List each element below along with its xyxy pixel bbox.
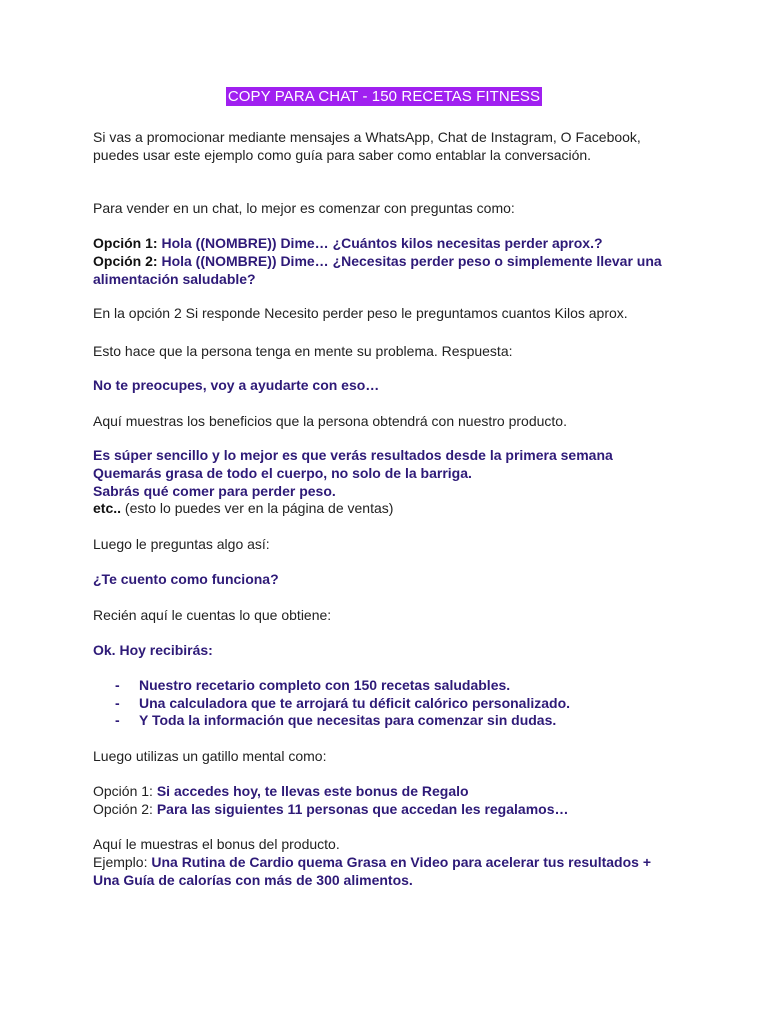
- etc-label: etc..: [93, 500, 122, 516]
- receive-item: Nuestro recetario completo con 150 recetas saludables.: [139, 677, 511, 693]
- then-ask: Luego le preguntas algo así:: [93, 536, 270, 552]
- option-2: [93, 252, 662, 270]
- bullet-dash: -: [115, 695, 120, 711]
- benefit-item: Sabrás qué comer para perder peso.: [93, 483, 336, 499]
- trigger-2-label: Opción 2:: [93, 801, 157, 817]
- option-1: [93, 234, 603, 252]
- receive-item: Una calculadora que te arrojará tu déficit calórico personalizado.: [139, 695, 571, 711]
- problem-note: Esto hace que la persona tenga en mente su problema. Respuesta:: [93, 343, 513, 359]
- example-label: Ejemplo:: [93, 854, 152, 870]
- trigger-1-label: Opción 1:: [93, 783, 157, 799]
- bullet-dash: -: [115, 712, 120, 728]
- example-continuation: Una Guía de calorías con más de 300 alimentos.: [93, 872, 413, 888]
- then-tell: Recién aquí le cuentas lo que obtiene:: [93, 607, 332, 623]
- sell-intro: Para vender en un chat, lo mejor es comenzar con preguntas como:: [93, 200, 515, 216]
- example-text: Una Rutina de Cardio quema Grasa en Video para acelerar tus resultados +: [151, 854, 651, 870]
- bonus-intro: Aquí le muestras el bonus del producto.: [93, 836, 340, 852]
- etc-text: (esto lo puedes ver en la página de ventas): [121, 500, 394, 516]
- trigger-intro: Luego utilizas un gatillo mental como:: [93, 748, 327, 764]
- intro-line-2: puedes usar este ejemplo como guía para saber como entablar la conversación.: [93, 147, 592, 163]
- benefit-item: Quemarás grasa de todo el cuerpo, no solo de la barriga.: [93, 465, 472, 481]
- title-highlight: COPY PARA CHAT - 150 RECETAS FITNESS: [227, 88, 541, 105]
- option-2-label: Opción 2:: [93, 253, 158, 269]
- etc-line: [93, 499, 393, 517]
- receive-item: Y Toda la información que necesitas para comenzar sin dudas.: [139, 712, 557, 728]
- option-2-continuation: alimentación saludable?: [93, 271, 256, 287]
- trigger-option-1: [93, 782, 469, 800]
- trigger-option-2: [93, 800, 568, 818]
- bullet-dash: -: [115, 677, 120, 693]
- intro-line-1: Si vas a promocionar mediante mensajes a WhatsApp, Chat de Instagram, O Facebook,: [93, 129, 641, 145]
- document-title: [0, 87, 768, 106]
- receive-heading: Ok. Hoy recibirás:: [93, 642, 213, 658]
- option-2-text: Hola ((NOMBRE)) Dime… ¿Necesitas perder peso o simplemente llevar una: [161, 253, 662, 269]
- option-1-text: Hola ((NOMBRE)) Dime… ¿Cuántos kilos necesitas perder aprox.?: [161, 235, 603, 251]
- reassure-message: No te preocupes, voy a ayudarte con eso…: [93, 377, 380, 393]
- benefit-item: Es súper sencillo y lo mejor es que verás resultados desde la primera semana: [93, 447, 613, 463]
- benefits-intro: Aquí muestras los beneficios que la persona obtendrá con nuestro producto.: [93, 413, 567, 429]
- trigger-2-text: Para las siguientes 11 personas que accedan les regalamos…: [156, 801, 569, 817]
- option-1-label: Opción 1:: [93, 235, 158, 251]
- ask-question: ¿Te cuento como funciona?: [93, 571, 279, 587]
- option-2-note: En la opción 2 Si responde Necesito perder peso le preguntamos cuantos Kilos aprox.: [93, 305, 628, 321]
- trigger-1-text: Si accedes hoy, te llevas este bonus de Regalo: [156, 783, 469, 799]
- example-line: [93, 853, 651, 871]
